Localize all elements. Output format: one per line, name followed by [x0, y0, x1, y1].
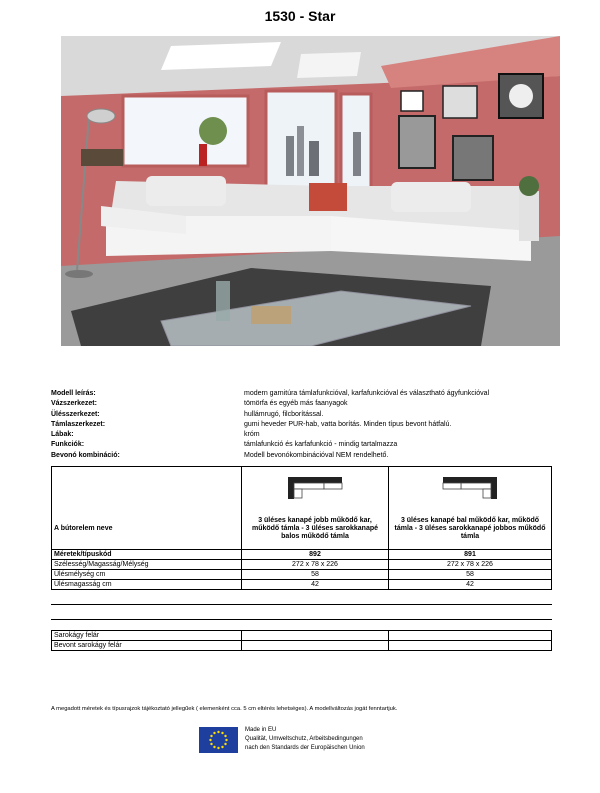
image-row [52, 467, 552, 510]
corner-sofa-left-icon [440, 474, 500, 500]
row-label: Sarokágy felár [52, 631, 242, 641]
spec-value: modern garnitúra támlafunkcióval, karfafunkcióval és választható ágyfunkcióval [244, 390, 490, 397]
table-row [52, 631, 552, 641]
spec-row [51, 410, 551, 420]
empty-cell [389, 631, 552, 641]
spec-label: Funkciók: [51, 441, 85, 449]
spec-value: Modell bevonókombinációval NEM rendelhető. [244, 451, 389, 459]
table-row [52, 570, 552, 580]
spec-label: Bevonó kombináció: [51, 451, 120, 459]
row-value-1: 272 x 78 x 226 [242, 560, 389, 570]
eu-line: nach den Standards der Europäischen Union [245, 745, 365, 751]
spec-label: Támlaszerkezet: [51, 420, 106, 428]
page-title: 1530 - Star [264, 8, 336, 24]
divider-line [51, 604, 552, 605]
row-value-2: 272 x 78 x 226 [389, 560, 552, 570]
name-row [52, 509, 552, 550]
spec-row [51, 430, 551, 440]
spec-row [51, 420, 551, 430]
sofa-photo [61, 36, 560, 346]
eu-line: Qualität, Umweltschutz, Arbeitsbedingungen [245, 736, 363, 742]
col1-name: 3 üléses kanapé jobb működő kar, működő támla - 3 üléses sarokkanapé balos működő támla [242, 509, 389, 550]
spec-list [51, 389, 551, 461]
eu-flag-icon [199, 727, 238, 753]
divider-line [51, 619, 552, 620]
empty-cell [242, 631, 389, 641]
empty-cell [52, 467, 242, 510]
table-row [52, 641, 552, 651]
spec-row [51, 399, 551, 409]
corner-sofa-right-icon [285, 474, 345, 500]
eu-line: Made in EU [245, 727, 277, 733]
row-value-2: 42 [389, 580, 552, 590]
spec-value: tömörfa és egyéb más faanyagok [244, 400, 348, 408]
sofa-diagram-right [242, 467, 389, 510]
empty-cell [242, 641, 389, 651]
row-value-2: 58 [389, 570, 552, 580]
spec-value: króm [244, 431, 260, 439]
spec-value: gumi heveder PUR-hab, vatta borítás. Minden típus bevont hátfalú. [244, 420, 452, 428]
spec-label: Modell leírás: [51, 390, 96, 397]
table-row [52, 550, 552, 560]
name-header: A bútorelem neve [52, 509, 242, 550]
row-label: Ülésmélység cm [52, 570, 242, 580]
table-row [52, 560, 552, 570]
row-label: Bevont sarokágy felár [52, 641, 242, 651]
empty-cell [389, 641, 552, 651]
spec-value: támlafunkció és karfafunkció - mindig tartalmazza [244, 441, 398, 449]
spec-row [51, 440, 551, 450]
eu-statement [245, 726, 365, 753]
table-row [52, 580, 552, 590]
row-value-1: 892 [242, 550, 389, 560]
row-value-1: 58 [242, 570, 389, 580]
col2-name: 3 üléses kanapé bal működő kar, működő támla - 3 üléses sarokkanapé jobbos működő támla [389, 509, 552, 550]
disclaimer-note: A megadott méretek és típusrajzok tájékoztató jellegűek ( elemenként cca. 5 cm eltérés lehetséges). A modellváltozás jogát fenntartjuk. [51, 706, 398, 712]
spec-row [51, 389, 551, 399]
spec-value: hullámrugó, filcborítással. [244, 410, 324, 418]
row-label: Szélesség/Magasság/Mélység [52, 560, 242, 570]
row-label: Méretek/típuskód [52, 550, 242, 560]
dimension-table [51, 466, 552, 590]
spec-label: Vázszerkezet: [51, 400, 97, 408]
row-label: Ülésmagasság cm [52, 580, 242, 590]
spec-row [51, 451, 551, 461]
spec-label: Lábak: [51, 431, 74, 439]
row-value-1: 42 [242, 580, 389, 590]
surcharge-table [51, 630, 552, 651]
sofa-diagram-left [389, 467, 552, 510]
row-value-2: 891 [389, 550, 552, 560]
spec-label: Ülésszerkezet: [51, 410, 100, 418]
